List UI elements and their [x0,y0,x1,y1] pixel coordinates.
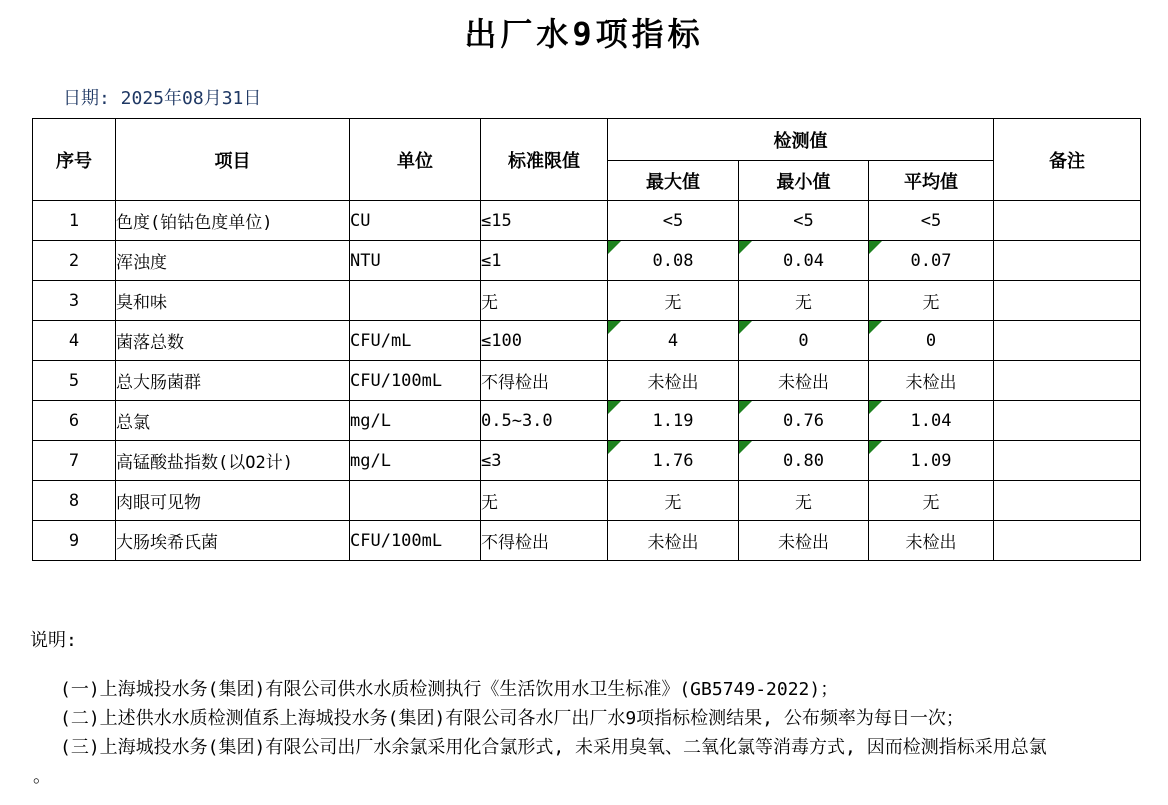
header-remark: 备注 [994,119,1141,201]
notes-heading: 说明: [30,630,77,651]
report-date: 日期: 2025年08月31日 [63,88,262,109]
table-row [33,281,1141,321]
note-line: (二)上述供水水质检测值系上海城投水务(集团)有限公司各水厂出厂水9项指标检测结果, 公布频率为每日一次； [60,708,964,729]
note-trailing-period: 。 [33,766,51,787]
seq-cell: 8 [33,481,116,521]
max-value-cell: 4 [608,321,739,361]
limit-cell: ≤100 [481,321,608,361]
item-cell: 高锰酸盐指数(以O2计) [116,441,350,481]
remark-cell [994,521,1141,561]
unit-cell: CFU/mL [350,321,481,361]
avg-value-cell: 无 [869,481,994,521]
header-item: 项目 [116,119,350,201]
unit-cell [350,481,481,521]
remark-cell [994,281,1141,321]
limit-cell: 不得检出 [481,521,608,561]
avg-value-cell: 1.09 [869,441,994,481]
seq-cell: 5 [33,361,116,401]
min-value-cell: 未检出 [739,521,869,561]
header-unit: 单位 [350,119,481,201]
unit-cell: CU [350,201,481,241]
header-limit: 标准限值 [481,119,608,201]
seq-cell: 2 [33,241,116,281]
table-row [33,201,1141,241]
limit-cell: ≤3 [481,441,608,481]
header-detection: 检测值 [608,119,994,161]
flag-triangle-icon [608,241,621,254]
unit-cell: mg/L [350,441,481,481]
seq-cell: 1 [33,201,116,241]
unit-cell [350,281,481,321]
min-value-cell: 0.80 [739,441,869,481]
avg-value-cell: <5 [869,201,994,241]
flag-triangle-icon [869,401,882,414]
table-row [33,521,1141,561]
table-row [33,481,1141,521]
remark-cell [994,361,1141,401]
water-quality-table [32,118,1141,561]
avg-value-cell: 0.07 [869,241,994,281]
seq-cell: 6 [33,401,116,441]
flag-triangle-icon [608,441,621,454]
flag-triangle-icon [608,401,621,414]
max-value-cell: 无 [608,281,739,321]
avg-value-cell: 无 [869,281,994,321]
min-value-cell: 0.04 [739,241,869,281]
min-value-cell: 无 [739,281,869,321]
remark-cell [994,241,1141,281]
header-max: 最大值 [608,161,739,201]
flag-triangle-icon [869,321,882,334]
min-value-cell: <5 [739,201,869,241]
max-value-cell: 未检出 [608,521,739,561]
flag-triangle-icon [739,401,752,414]
flag-triangle-icon [739,241,752,254]
table-row [33,321,1141,361]
max-value-cell: 无 [608,481,739,521]
seq-cell: 4 [33,321,116,361]
max-value-cell: 1.19 [608,401,739,441]
limit-cell: 无 [481,481,608,521]
notes-section [0,629,1168,792]
notes-body [0,675,1168,792]
min-value-cell: 0 [739,321,869,361]
item-cell: 肉眼可见物 [116,481,350,521]
item-cell: 浑浊度 [116,241,350,281]
table-row [33,361,1141,401]
flag-triangle-icon [739,321,752,334]
remark-cell [994,441,1141,481]
header-row-1 [33,119,1141,161]
header-min: 最小值 [739,161,869,201]
note-line: (一)上海城投水务(集团)有限公司供水水质检测执行《生活饮用水卫生标准》(GB5749-2022)； [60,679,839,700]
unit-cell: NTU [350,241,481,281]
remark-cell [994,201,1141,241]
max-value-cell: <5 [608,201,739,241]
min-value-cell: 0.76 [739,401,869,441]
flag-triangle-icon [869,441,882,454]
remark-cell [994,481,1141,521]
max-value-cell: 未检出 [608,361,739,401]
min-value-cell: 未检出 [739,361,869,401]
item-cell: 菌落总数 [116,321,350,361]
seq-cell: 7 [33,441,116,481]
flag-triangle-icon [608,321,621,334]
avg-value-cell: 未检出 [869,361,994,401]
remark-cell [994,321,1141,361]
header-seq: 序号 [33,119,116,201]
item-cell: 臭和味 [116,281,350,321]
min-value-cell: 无 [739,481,869,521]
table-row [33,241,1141,281]
flag-triangle-icon [739,441,752,454]
remark-cell [994,401,1141,441]
seq-cell: 9 [33,521,116,561]
page-title: 出厂水9项指标 [464,15,704,53]
limit-cell: 0.5~3.0 [481,401,608,441]
limit-cell: ≤15 [481,201,608,241]
avg-value-cell: 未检出 [869,521,994,561]
limit-cell: ≤1 [481,241,608,281]
note-line: (三)上海城投水务(集团)有限公司出厂水余氯采用化合氯形式, 未采用臭氧、二氧化氯等消毒方式, 因而检测指标采用总氯 [60,737,1047,758]
table-row [33,401,1141,441]
avg-value-cell: 1.04 [869,401,994,441]
flag-triangle-icon [869,241,882,254]
table-row [33,441,1141,481]
limit-cell: 无 [481,281,608,321]
unit-cell: CFU/100mL [350,521,481,561]
item-cell: 总大肠菌群 [116,361,350,401]
item-cell: 总氯 [116,401,350,441]
avg-value-cell: 0 [869,321,994,361]
item-cell: 大肠埃希氏菌 [116,521,350,561]
limit-cell: 不得检出 [481,361,608,401]
unit-cell: CFU/100mL [350,361,481,401]
unit-cell: mg/L [350,401,481,441]
max-value-cell: 1.76 [608,441,739,481]
max-value-cell: 0.08 [608,241,739,281]
seq-cell: 3 [33,281,116,321]
item-cell: 色度(铂钴色度单位) [116,201,350,241]
header-avg: 平均值 [869,161,994,201]
